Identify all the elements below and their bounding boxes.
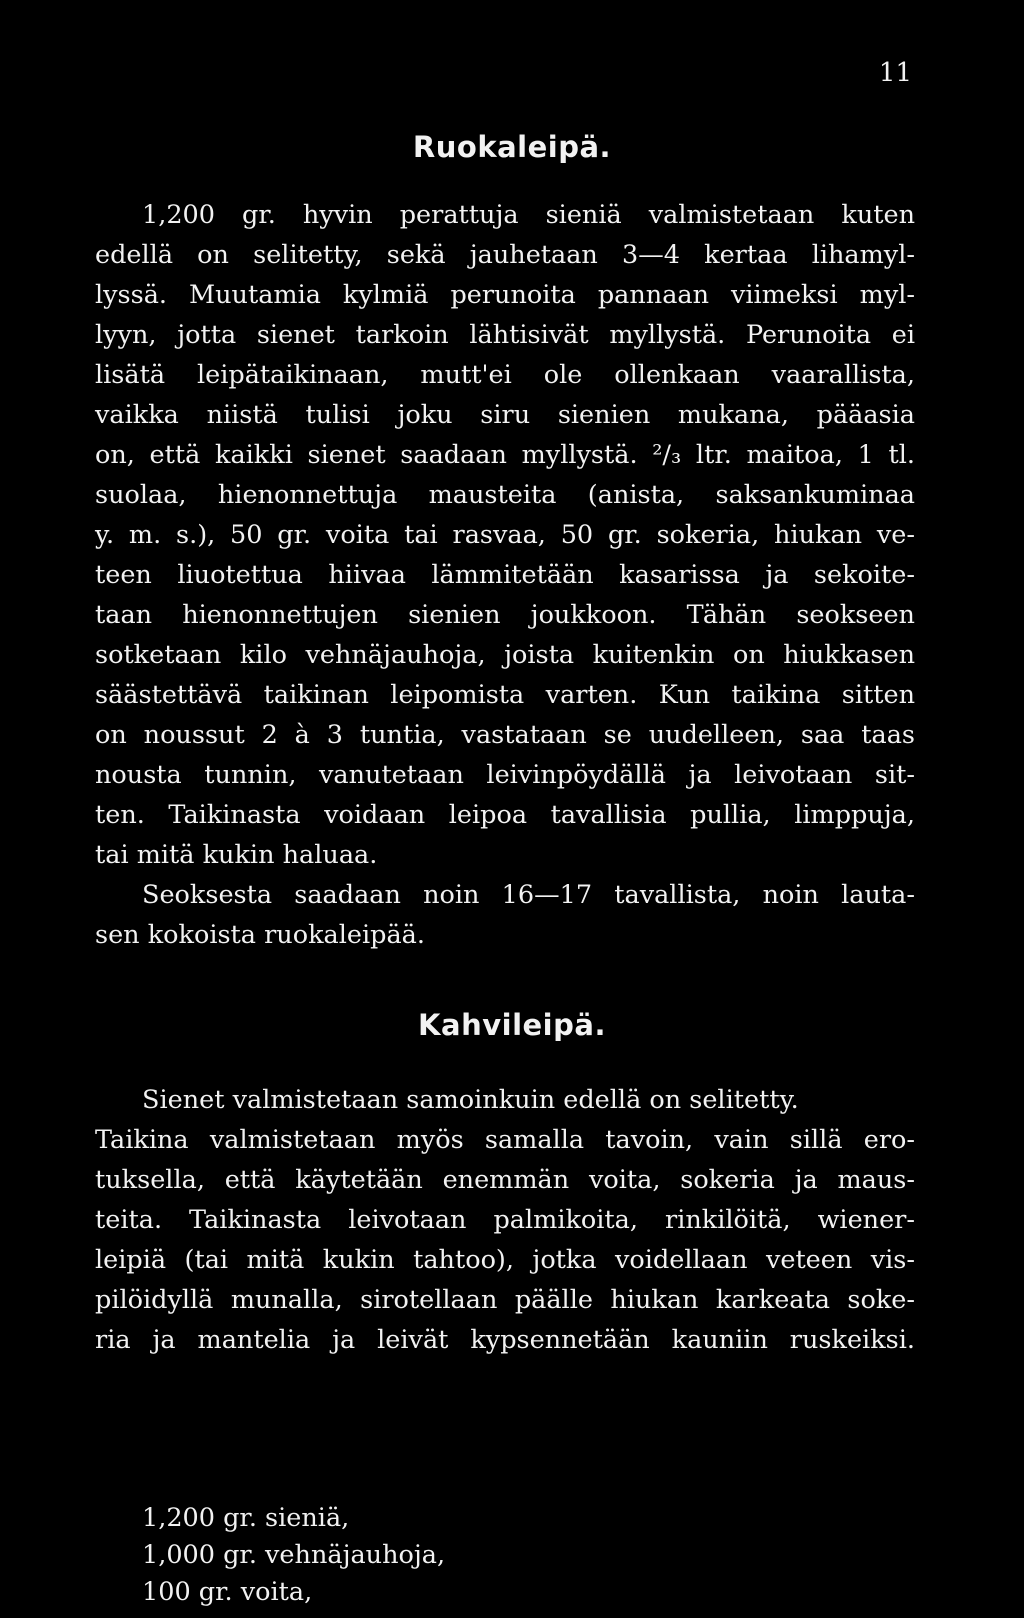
text-line: on, että kaikki sienet saadaan myllystä. ²/₃ ltr. maitoa, 1 tl. xyxy=(95,440,915,470)
text-line: lyyn, jotta sienet tarkoin lähtisivät myllystä. Perunoita ei xyxy=(95,320,915,350)
text-line: teen liuotettua hiivaa lämmitetään kasarissa ja sekoite- xyxy=(95,560,915,590)
ingredient-item: 100 gr. voita, xyxy=(142,1577,313,1607)
ingredient-item: 1,200 gr. sieniä, xyxy=(142,1503,350,1533)
text-line: Sienet valmistetaan samoinkuin edellä on selitetty. xyxy=(142,1085,799,1115)
text-line: säästettävä taikinan leipomista varten. Kun taikina sitten xyxy=(95,680,915,710)
text-line: y. m. s.), 50 gr. voita tai rasvaa, 50 gr. sokeria, hiukan ve- xyxy=(95,520,915,550)
text-line: on noussut 2 à 3 tuntia, vastataan se uudelleen, saa taas xyxy=(95,720,915,750)
text-line: edellä on selitetty, sekä jauhetaan 3—4 kertaa lihamyl- xyxy=(95,240,915,270)
text-line: Taikina valmistetaan myös samalla tavoin, vain sillä ero- xyxy=(95,1125,915,1155)
paragraph-kahvileipa xyxy=(95,1080,915,1360)
text-line: lisätä leipätaikinaan, mutt'ei ole ollenkaan vaarallista, xyxy=(95,360,915,390)
section-title-ruokaleipa: Ruokaleipä. xyxy=(412,130,612,164)
text-line: sen kokoista ruokaleipää. xyxy=(95,920,425,950)
text-line: sotketaan kilo vehnäjauhoja, joista kuitenkin on hiukkasen xyxy=(95,640,915,670)
text-line: pilöidyllä munalla, sirotellaan päälle hiukan karkeata soke- xyxy=(95,1285,915,1315)
text-line: nousta tunnin, vanutetaan leivinpöydällä ja leivotaan sit- xyxy=(95,760,915,790)
text-line: suolaa, hienonnettuja mausteita (anista, saksankuminaa xyxy=(95,480,915,510)
section-title-kahvileipa: Kahvileipä. xyxy=(418,1008,606,1042)
text-line: ten. Taikinasta voidaan leipoa tavallisia pullia, limppuja, xyxy=(95,800,915,830)
text-line: ria ja mantelia ja leivät kypsennetään kauniin ruskeiksi. xyxy=(95,1325,915,1355)
text-line: taan hienonnettujen sienien joukkoon. Tähän seokseen xyxy=(95,600,915,630)
text-line: lyssä. Muutamia kylmiä perunoita pannaan viimeksi myl- xyxy=(95,280,915,310)
text-line: vaikka niistä tulisi joku siru sienien mukana, pääasia xyxy=(95,400,915,430)
ingredient-item: 1,000 gr. vehnäjauhoja, xyxy=(142,1540,446,1570)
text-line: teita. Taikinasta leivotaan palmikoita, rinkilöitä, wiener- xyxy=(95,1205,915,1235)
paragraph-ruokaleipa xyxy=(95,195,915,955)
ingredient-list xyxy=(142,1500,445,1611)
text-line: tuksella, että käytetään enemmän voita, sokeria ja maus- xyxy=(95,1165,915,1195)
text-line: leipiä (tai mitä kukin tahtoo), jotka voidellaan veteen vis- xyxy=(95,1245,915,1275)
page-number: 11 xyxy=(878,58,912,88)
text-line: tai mitä kukin haluaa. xyxy=(95,840,378,870)
text-line: 1,200 gr. hyvin perattuja sieniä valmistetaan kuten xyxy=(142,200,915,230)
text-line: Seoksesta saadaan noin 16—17 tavallista, noin lauta- xyxy=(142,880,915,910)
